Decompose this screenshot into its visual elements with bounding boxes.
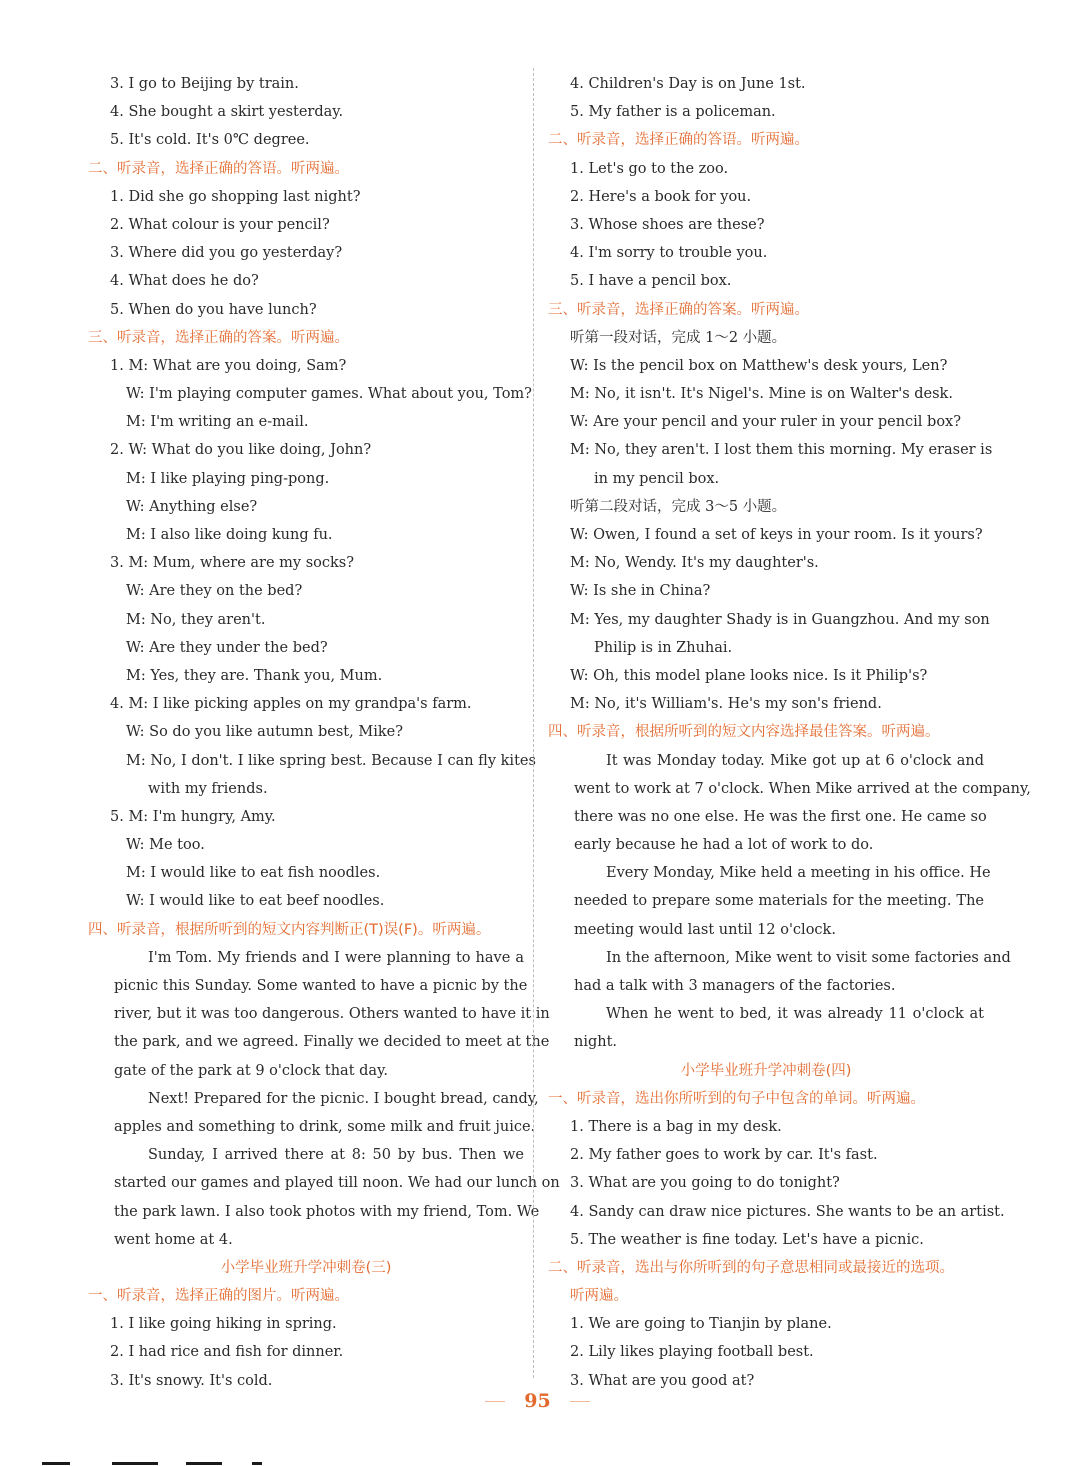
column-divider xyxy=(533,68,534,1378)
dialogue-line: M: Yes, my daughter Shady is in Guangzhou. And my son xyxy=(570,611,990,628)
dialogue-line: M: No, they aren't. I lost them this morning. My eraser is xyxy=(570,442,993,459)
paragraph-line: went to work at 7 o'clock. When Mike arrived at the company, xyxy=(574,780,1031,797)
question-item: 2. My father goes to work by car. It's fast. xyxy=(570,1147,878,1164)
paragraph-line: Sunday, I arrived there at 8: 50 by bus. Then we xyxy=(148,1147,524,1164)
dialogue-line: W: I'm playing computer games. What about you, Tom? xyxy=(126,386,532,403)
dialogue-line: W: So do you like autumn best, Mike? xyxy=(126,724,403,741)
dialogue-line: W: Anything else? xyxy=(126,498,258,515)
paragraph-line: picnic this Sunday. Some wanted to have a picnic by the xyxy=(114,978,528,994)
paragraph-line: meeting would last until 12 o'clock. xyxy=(574,921,836,938)
paragraph-line: the park lawn. I also took photos with my friend, Tom. We xyxy=(114,1203,540,1220)
crop-mark xyxy=(112,1462,158,1465)
question-item: 5. When do you have lunch? xyxy=(110,301,317,318)
dialogue-line: W: I would like to eat beef noodles. xyxy=(126,893,385,910)
question-item: 2. Lily likes playing football best. xyxy=(570,1344,814,1361)
dialogue-line: W: Owen, I found a set of keys in your room. Is it yours? xyxy=(570,527,983,543)
paragraph-line: apples and something to drink, some milk and fruit juice. xyxy=(114,1118,536,1135)
question-item: 3. Where did you go yesterday? xyxy=(110,245,343,262)
paragraph-line: started our games and played till noon. We had our lunch on xyxy=(114,1175,560,1192)
question-item: 1. M: What are you doing, Sam? xyxy=(110,357,347,374)
section-heading: 四、听录音，根据所听到的短文内容选择最佳答案。听两遍。 xyxy=(548,724,940,741)
question-item: 5. The weather is fine today. Let's have a picnic. xyxy=(570,1231,924,1248)
question-item: 2. W: What do you like doing, John? xyxy=(110,442,372,459)
dialogue-line: W: Oh, this model plane looks nice. Is it Philip's? xyxy=(570,667,928,684)
section-heading: 二、听录音，选择正确的答语。听两遍。 xyxy=(548,132,809,149)
paragraph-line: river, but it was too dangerous. Others wanted to have it in xyxy=(114,1006,550,1023)
question-item: 3. Whose shoes are these? xyxy=(570,216,765,233)
dialogue-line: W: Is she in China? xyxy=(570,583,711,600)
question-item: 听第一段对话，完成 1～2 小题。 xyxy=(570,329,787,346)
question-item: 5. My father is a policeman. xyxy=(570,104,776,121)
dialogue-line: W: Are your pencil and your ruler in your pencil box? xyxy=(570,414,961,431)
footer-rule-left xyxy=(485,1401,505,1402)
section-heading: 三、听录音，选择正确的答案。听两遍。 xyxy=(548,301,809,318)
question-item: 2. I had rice and fish for dinner. xyxy=(110,1344,344,1361)
crop-mark xyxy=(42,1462,70,1465)
question-item: 1. Did she go shopping last night? xyxy=(110,188,361,205)
dialogue-line: M: No, I don't. I like spring best. Because I can fly kites xyxy=(126,752,536,769)
question-item: 1. We are going to Tianjin by plane. xyxy=(570,1316,832,1333)
paragraph-line: went home at 4. xyxy=(114,1231,233,1248)
question-item: 1. I like going hiking in spring. xyxy=(110,1316,337,1333)
question-item: 5. It's cold. It's 0℃ degree. xyxy=(110,132,310,149)
dialogue-line-continued: with my friends. xyxy=(148,780,268,797)
page-footer xyxy=(0,1390,1075,1418)
section-heading: 三、听录音，选择正确的答案。听两遍。 xyxy=(88,329,349,346)
dialogue-line: W: Me too. xyxy=(126,837,205,854)
paragraph-line: night. xyxy=(574,1034,618,1051)
dialogue-line: M: No, it isn't. It's Nigel's. Mine is on Walter's desk. xyxy=(570,386,953,403)
question-item: 4. What does he do? xyxy=(110,273,259,290)
crop-mark xyxy=(252,1462,262,1465)
left-column xyxy=(88,70,560,1395)
question-item: 3. M: Mum, where are my socks? xyxy=(110,555,355,572)
page-number: 95 xyxy=(524,1390,551,1412)
crop-mark xyxy=(186,1462,222,1465)
question-item: 4. Children's Day is on June 1st. xyxy=(570,76,806,92)
question-item: 3. I go to Beijing by train. xyxy=(110,76,299,92)
question-item: 4. M: I like picking apples on my grandpa's farm. xyxy=(110,696,472,713)
question-item: 1. Let's go to the zoo. xyxy=(570,160,729,177)
question-item: 2. Here's a book for you. xyxy=(570,188,752,205)
section-heading: 二、听录音，选择正确的答语。听两遍。 xyxy=(88,160,349,177)
dialogue-line: M: No, Wendy. It's my daughter's. xyxy=(570,555,819,572)
dialogue-line: M: I also like doing kung fu. xyxy=(126,527,333,543)
dialogue-line: W: Is the pencil box on Matthew's desk yours, Len? xyxy=(570,357,948,374)
dialogue-line: M: I would like to eat fish noodles. xyxy=(126,865,381,882)
question-item: 4. She bought a skirt yesterday. xyxy=(110,104,344,121)
question-item: 3. It's snowy. It's cold. xyxy=(110,1372,273,1389)
dialogue-line: W: Are they under the bed? xyxy=(126,639,328,656)
question-item: 3. What are you good at? xyxy=(570,1372,755,1389)
paper-title: 小学毕业班升学冲刺卷(四) xyxy=(680,1062,852,1079)
paper-title: 小学毕业班升学冲刺卷(三) xyxy=(220,1259,392,1276)
question-item: 5. M: I'm hungry, Amy. xyxy=(110,808,276,825)
dialogue-line: W: Are they on the bed? xyxy=(126,583,303,600)
question-item: 2. What colour is your pencil? xyxy=(110,216,330,233)
paragraph-line: gate of the park at 9 o'clock that day. xyxy=(114,1062,388,1079)
paragraph-line: Next! Prepared for the picnic. I bought bread, candy, xyxy=(148,1090,539,1107)
question-item: 听第二段对话，完成 3～5 小题。 xyxy=(570,498,787,515)
paragraph-line: needed to prepare some materials for the meeting. The xyxy=(574,893,984,910)
paragraph-line: When he went to bed, it was already 11 o'clock at xyxy=(606,1006,984,1023)
paragraph-line: In the afternoon, Mike went to visit some factories and xyxy=(606,949,1011,966)
footer-rule-right xyxy=(570,1401,590,1402)
section-heading-continued: 听两遍。 xyxy=(570,1288,628,1305)
dialogue-line: M: No, they aren't. xyxy=(126,611,266,628)
paragraph-line: had a talk with 3 managers of the factories. xyxy=(574,978,896,994)
section-heading: 四、听录音，根据所听到的短文内容判断正(T)误(F)。听两遍。 xyxy=(88,921,491,938)
question-item: 3. What are you going to do tonight? xyxy=(570,1175,840,1192)
dialogue-line: M: No, it's William's. He's my son's friend. xyxy=(570,696,882,713)
section-heading: 二、听录音，选出与你所听到的句子意思相同或最接近的选项。 xyxy=(548,1259,954,1276)
section-heading: 一、听录音，选择正确的图片。听两遍。 xyxy=(88,1288,349,1305)
question-item: 4. Sandy can draw nice pictures. She wants to be an artist. xyxy=(570,1203,1005,1220)
right-column xyxy=(548,70,1031,1395)
question-item: 1. There is a bag in my desk. xyxy=(570,1118,782,1135)
print-crop-marks xyxy=(0,1458,1075,1466)
question-item: 4. I'm sorry to trouble you. xyxy=(570,245,768,262)
question-item: 5. I have a pencil box. xyxy=(570,273,732,290)
dialogue-line: M: I like playing ping-pong. xyxy=(126,470,330,487)
paragraph-line: Every Monday, Mike held a meeting in his office. He xyxy=(606,865,991,882)
paragraph-line: early because he had a lot of work to do. xyxy=(574,837,874,854)
section-heading: 一、听录音，选出你所听到的句子中包含的单词。听两遍。 xyxy=(548,1090,925,1107)
dialogue-line-continued: in my pencil box. xyxy=(594,470,720,487)
paragraph-line: I'm Tom. My friends and I were planning to have a xyxy=(148,949,524,966)
dialogue-line: M: Yes, they are. Thank you, Mum. xyxy=(126,667,383,684)
paragraph-line: there was no one else. He was the first one. He came so xyxy=(574,808,987,825)
paragraph-line: the park, and we agreed. Finally we decided to meet at the xyxy=(114,1034,550,1051)
dialogue-line-continued: Philip is in Zhuhai. xyxy=(594,639,733,656)
paragraph-line: It was Monday today. Mike got up at 6 o'clock and xyxy=(606,752,984,769)
dialogue-line: M: I'm writing an e-mail. xyxy=(126,414,309,431)
